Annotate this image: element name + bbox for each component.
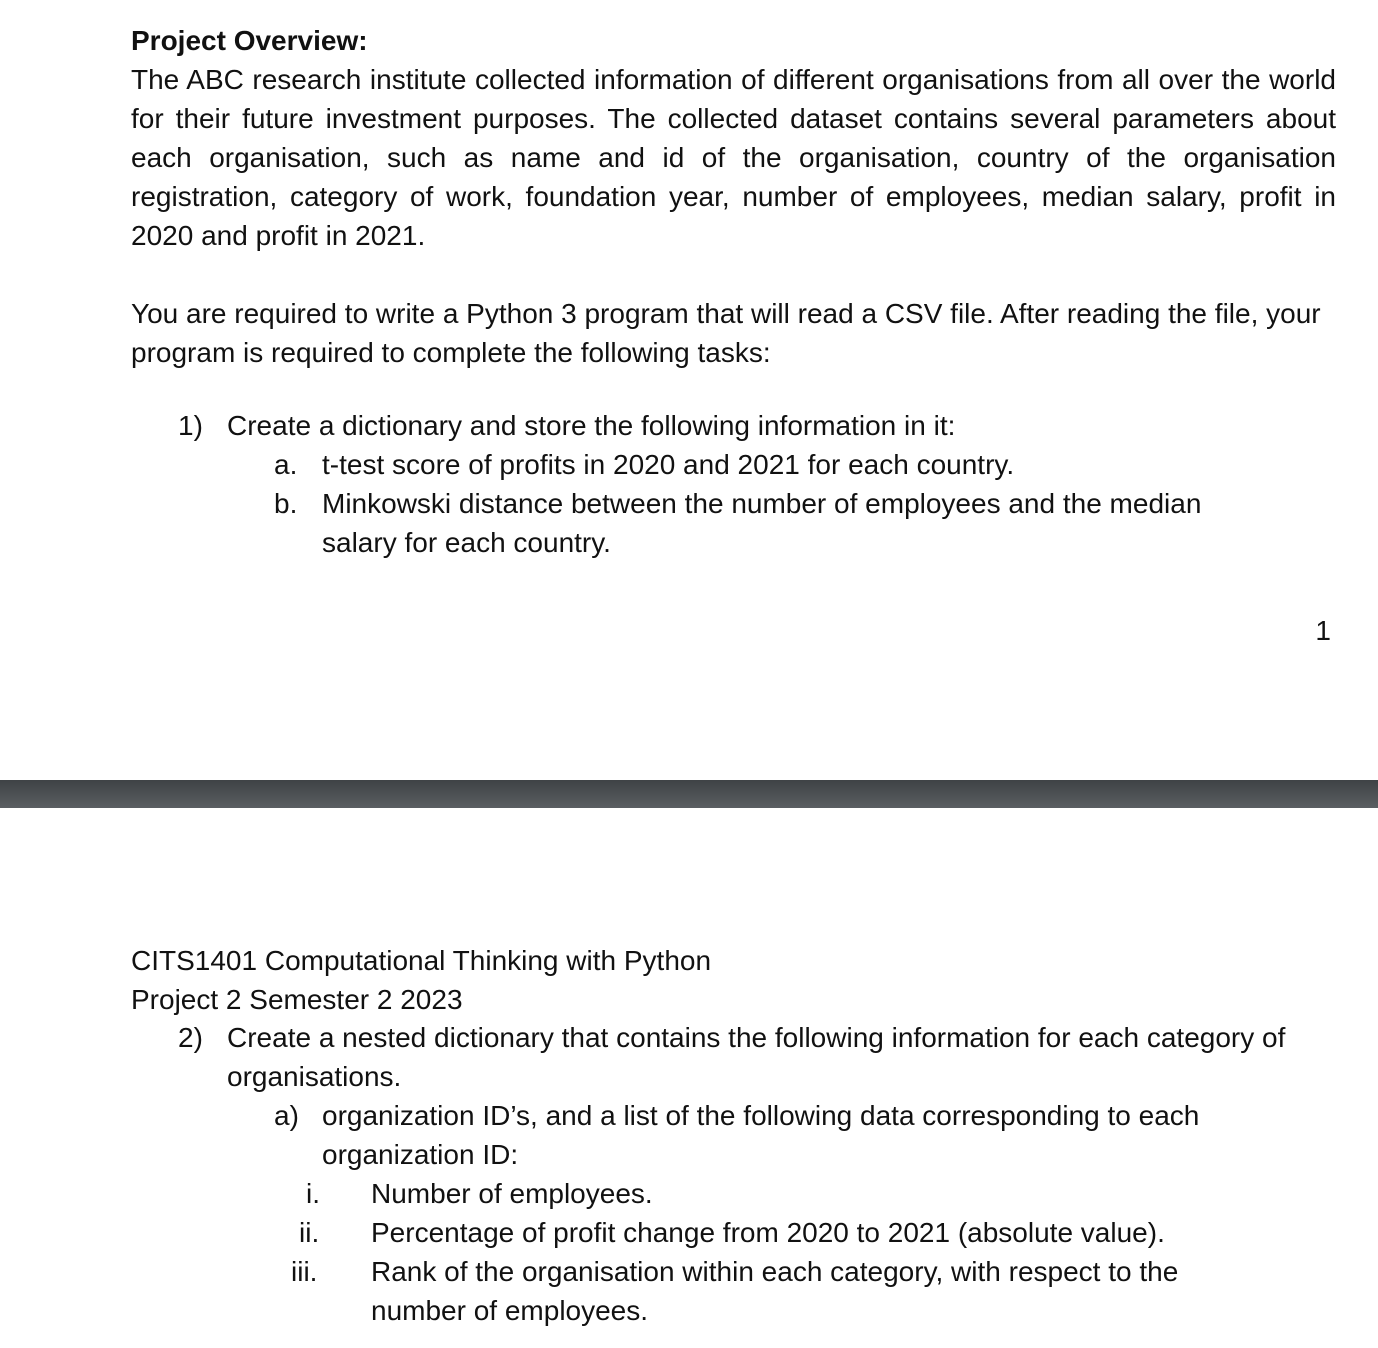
project-header: Project 2 Semester 2 2023 [131, 984, 463, 1015]
requirements-paragraph: You are required to write a Python 3 program that will read a CSV file. After reading the file, your program is required to complete the following tasks: [131, 298, 1321, 368]
task-2-marker: 2) [178, 1022, 203, 1053]
task-1a-marker: a. [274, 449, 298, 480]
task-1-text: Create a dictionary and store the following information in it: [227, 410, 956, 441]
point-iii-text: Rank of the organisation within each category, with respect to the number of employees. [371, 1256, 1179, 1326]
task-1a-text: t-test score of profits in 2020 and 2021 for each country. [322, 449, 1015, 480]
point-i-marker: i. [306, 1178, 320, 1209]
page-break-divider [0, 780, 1378, 808]
overview-paragraph: The ABC research institute collected information of different organisations from all over the world for their future investment purposes. The collected dataset contains several parameters about each organisation, such as name and id of the organisation, country of the organisation registration, category of work, foundation year, number of employees, median salary, profit in 2020 and profit in 2021. [131, 64, 1336, 251]
point-iii-marker: iii. [291, 1256, 318, 1287]
section-title: Project Overview: [131, 25, 368, 56]
task-2-text: Create a nested dictionary that contains the following information for each category of organisations. [227, 1022, 1286, 1092]
point-i-text: Number of employees. [371, 1178, 653, 1209]
page-number: 1 [1315, 615, 1331, 646]
task-2a-marker: a) [274, 1100, 299, 1131]
task-1b-marker: b. [274, 488, 298, 519]
task-1-marker: 1) [178, 410, 203, 441]
document-page-2 [0, 808, 1378, 1348]
point-ii-marker: ii. [299, 1217, 320, 1248]
point-ii-text: Percentage of profit change from 2020 to 2021 (absolute value). [371, 1217, 1165, 1248]
course-header: CITS1401 Computational Thinking with Python [131, 945, 712, 976]
task-2a-text: organization ID’s, and a list of the following data corresponding to each organization ID: [322, 1100, 1200, 1170]
task-1b-text: Minkowski distance between the number of employees and the median salary for each country. [322, 488, 1202, 558]
